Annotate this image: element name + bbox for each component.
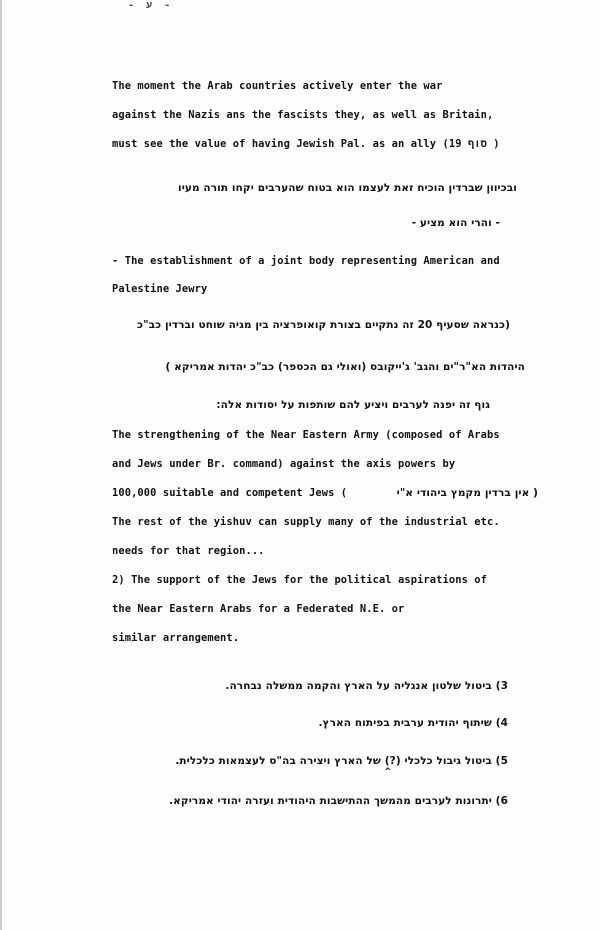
text-line-18: similar arrangement. [112, 632, 240, 644]
text-line-17: the Near Eastern Arabs for a Federated N.E. or [112, 603, 405, 615]
text-line-12: and Jews under Br. command) against the axis powers by [112, 458, 456, 470]
hebrew-item-6: 6) יתרונות לערבים מהמשך ההתישבות היהודית ועזרה יהודי אמריקא. [169, 795, 508, 807]
insertion-caret-mark: ^ [385, 767, 391, 777]
text-line-14: The rest of the yishuv can supply many of the industrial etc. [112, 516, 500, 528]
text-line-6: - The establishment of a joint body representing American and [112, 255, 500, 267]
text-line-1: The moment the Arab countries actively enter the war [112, 80, 443, 92]
hebrew-item-4: 4) שיתוף יהודית ערבית בפיתוח הארץ. [318, 717, 508, 729]
text-line-11: The strengthening of the Near Eastern Army (composed of Arabs [112, 429, 500, 441]
text-line-3: must see the value of having Jewish Pal. as an ally (19 סוף ) [112, 138, 500, 150]
page-left-edge [0, 0, 2, 930]
hebrew-item-5: 5) ביטול גיבול כלכלי (?) של הארץ ויצירה בה"ס לעצמאות כלכלית. [175, 755, 508, 767]
hebrew-item-3: 3) ביטול שלטון אנגליה על הארץ והקמה ממשלה נבחרה. [225, 680, 508, 692]
text-line-2: against the Nazis ans the fascists they, as well as Britain, [112, 109, 494, 121]
text-line-13: 100,000 suitable and competent Jews ( [112, 487, 348, 499]
hebrew-line-9: היהדות הא"ר"ים והגב' ג'ייקובס (ואולי גם הכספר) כב"כ יהדות אמריקא ) [165, 361, 525, 373]
hebrew-line-8: (כנראה שסעיף 20 זה נתקיים בצורת קואופרציה בין מגיה שוחט וברדין כב"כ [137, 319, 510, 331]
hebrew-line-5: - והרי הוא מציע - [411, 217, 500, 229]
page-header-mark: - ﬠ - [128, 0, 174, 11]
text-line-16: 2) The support of the Jews for the political aspirations of [112, 574, 487, 586]
hebrew-inline-13: ( אין ברדין מקמץ ביהודי א"י [396, 487, 538, 499]
text-line-7: Palestine Jewry [112, 283, 208, 295]
hebrew-line-4: ובכיוון שברדין הוכיח זאת לעצמו הוא בטוח שהערבים יקחו תורה מעיו [177, 182, 517, 194]
text-line-15: needs for that region... [112, 545, 265, 557]
hebrew-line-10: גוף זה יפנה לערבים ויציע להם שותפות על יסודות אלה: [216, 399, 490, 411]
